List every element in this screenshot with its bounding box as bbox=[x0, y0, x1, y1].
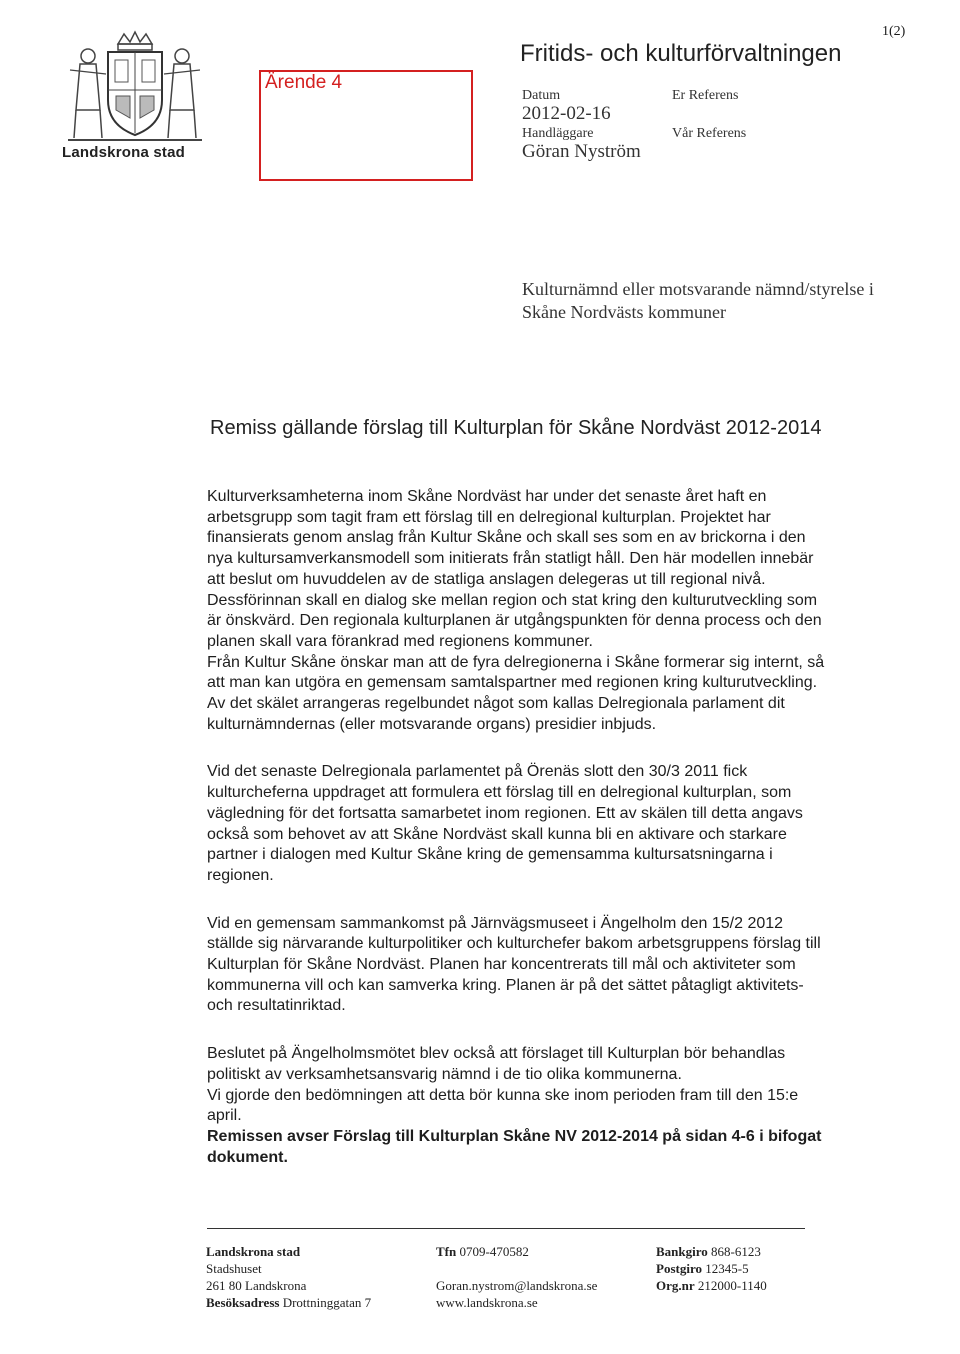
recipient-block bbox=[522, 278, 874, 324]
page-number: 1(2) bbox=[882, 24, 906, 39]
body-paragraph: Beslutet på Ängelholmsmötet blev också att förslaget till Kulturplan bör behandlas politiskt av verksamhetsansvarig nämnd i de tio olika kommunerna. bbox=[207, 1045, 786, 1083]
case-stamp-label: Ärende 4 bbox=[265, 72, 343, 93]
recipient-line: Kulturnämnd eller motsvarande nämnd/styrelse i bbox=[522, 279, 874, 299]
footer-payment bbox=[656, 1243, 767, 1294]
footer-contact bbox=[436, 1243, 597, 1311]
footer-org-name: Landskrona stad bbox=[206, 1244, 301, 1259]
document-title: Remiss gällande förslag till Kulturplan för Skåne Nordväst 2012-2014 bbox=[210, 417, 822, 439]
date-value: 2012-02-16 bbox=[522, 103, 611, 124]
footer-orgnr: Org.nr 212000-1140 bbox=[656, 1278, 767, 1293]
logo-caption: Landskrona stad bbox=[62, 144, 186, 161]
footer-postal: 261 80 Landskrona bbox=[206, 1278, 307, 1293]
footer-website[interactable]: www.landskrona.se bbox=[436, 1295, 538, 1310]
recipient-line: Skåne Nordvästs kommuner bbox=[522, 302, 726, 322]
department-title: Fritids- och kulturförvaltningen bbox=[520, 40, 842, 67]
body-paragraph: Vid en gemensam sammankomst på Järnvägsmuseet i Ängelholm den 15/2 2012 ställde sig närvarande kulturpolitiker och kulturchefer bakom arbetsgruppens förslag till Kulturplan för Skåne Nordväst. Planen har koncentrerats till mål och aktiviteter som kommunerna vill och kan samverka kring. Planen är på det sättet påtagligt aktivitets- och resultatinriktad. bbox=[207, 914, 821, 1015]
footer-bankgiro: Bankgiro 868-6123 bbox=[656, 1244, 761, 1259]
footer-phone: Tfn 0709-470582 bbox=[436, 1244, 529, 1259]
their-reference-label: Er Referens bbox=[672, 88, 739, 103]
footer-divider bbox=[207, 1228, 805, 1229]
body-paragraph: Från Kultur Skåne önskar man att de fyra delregionerna i Skåne formerar sig internt, så att man kan utgöra en gemensam samtalspartner med regionen kring kulturutveckling. Av det skälet arrangeras regelbundet något som kallas Delregionala parlament dit kulturnämndernas (eller motsvarande organs) presidier inbjuds. bbox=[207, 653, 825, 733]
our-reference-label: Vår Referens bbox=[672, 126, 747, 141]
date-label: Datum bbox=[522, 88, 561, 103]
footer-address bbox=[206, 1243, 371, 1311]
handler-label: Handläggare bbox=[522, 126, 594, 141]
body-paragraph: Vid det senaste Delregionala parlamentet på Örenäs slott den 30/3 2011 fick kulturcheferna uppdraget att formulera ett förslag till en delregional kulturplan, som vägledning för det fortsatta samarbetet inom regionen. Ett av skälen till detta angavs också som behovet av att Skåne Nordväst skall kunna bli en aktivare och starkare partner i dialogen med Kultur Skåne kring de gemensamma kultursatsningarna i regionen. bbox=[207, 763, 803, 884]
footer-postgiro: Postgiro 12345-5 bbox=[656, 1261, 749, 1276]
body-paragraph-emphasis: Remissen avser Förslag till Kulturplan Skåne NV 2012-2014 på sidan 4-6 i bifogat dokument. bbox=[207, 1127, 822, 1166]
footer-visit-address: Besöksadress Drottninggatan 7 bbox=[206, 1295, 372, 1310]
footer-email[interactable]: Goran.nystrom@landskrona.se bbox=[436, 1278, 598, 1293]
body-paragraph: Kulturverksamheterna inom Skåne Nordväst har under det senaste året haft en arbetsgrupp som tagit fram ett förslag till en delregional kulturplan. Projektet har finansierats genom anslag från Kultur Skåne och skall ses som en av brickorna i den nya kultursamverkansmodell som initierats från statligt håll. Den här modellen innebär att beslut om huvuddelen av de statliga anslagen delegeras ut till regional nivå. Dessförinnan skall en dialog ske mellan region och stat kring den kulturutveckling som är önskvärd. Den regionala kulturplanen är utgångspunkten för denna process och den planen skall vara förankrad med regionens kommuner. bbox=[207, 488, 822, 650]
handler-value: Göran Nyström bbox=[522, 141, 641, 162]
body-paragraph: Vi gjorde den bedömningen att detta bör kunna ske inom perioden fram till den 15:e april. bbox=[207, 1086, 799, 1125]
footer-building: Stadshuset bbox=[206, 1261, 262, 1276]
letter-body bbox=[207, 487, 827, 1168]
